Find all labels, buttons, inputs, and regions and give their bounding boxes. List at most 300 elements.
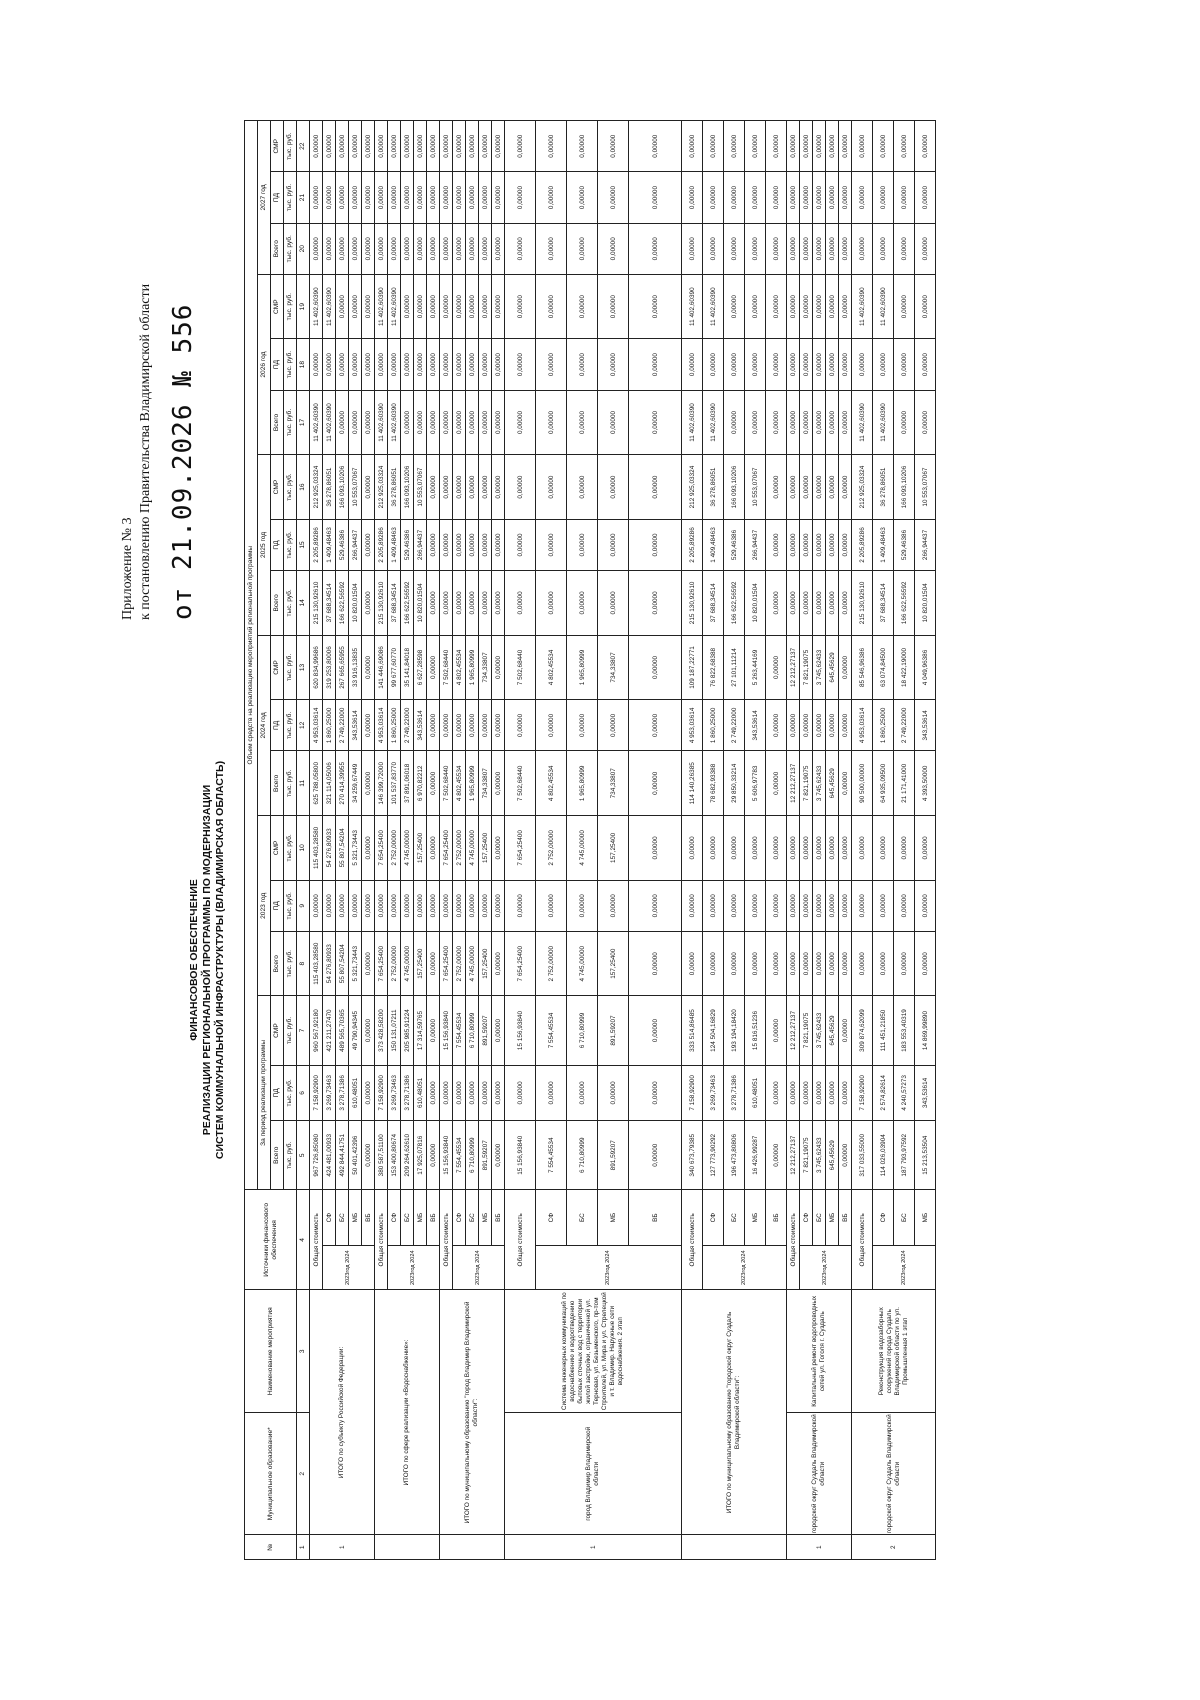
amount-cell: 734,33807 bbox=[479, 635, 492, 700]
amount-cell: 11 402,60390 bbox=[852, 274, 873, 339]
amount-cell: 166 622,56592 bbox=[724, 571, 745, 636]
amount-cell: 212 925,03324 bbox=[682, 455, 703, 520]
amount-cell: 270 414,39955 bbox=[336, 751, 349, 816]
amount-cell: 215 130,92610 bbox=[310, 571, 323, 636]
amount-cell: 734,33807 bbox=[598, 751, 629, 816]
amount-cell: 1 860,25000 bbox=[323, 700, 336, 751]
amount-cell: 0,00000 bbox=[629, 571, 682, 636]
amount-cell: 0,00000 bbox=[414, 172, 427, 223]
amount-cell: 0,00000 bbox=[915, 931, 936, 996]
amount-cell: 0,00000 bbox=[724, 121, 745, 172]
amount-cell: 0,00000 bbox=[800, 455, 813, 520]
amount-cell: 11 402,60390 bbox=[388, 390, 401, 455]
column-number: 15 bbox=[297, 519, 310, 570]
amount-cell: 0,00000 bbox=[362, 700, 375, 751]
amount-cell: 343,53614 bbox=[915, 700, 936, 751]
column-number: 11 bbox=[297, 751, 310, 816]
amount-cell: 109 187,22771 bbox=[682, 635, 703, 700]
amount-cell: 11 402,60390 bbox=[873, 390, 894, 455]
source-label: ВБ bbox=[427, 1190, 440, 1246]
amount-cell: 0,00000 bbox=[745, 931, 766, 996]
amount-cell: 0,00000 bbox=[703, 339, 724, 390]
amount-cell: 1 860,25000 bbox=[703, 700, 724, 751]
amount-cell: 0,00000 bbox=[826, 172, 839, 223]
amount-cell: 3 278,71386 bbox=[724, 1065, 745, 1121]
amount-cell: 11 402,60390 bbox=[310, 274, 323, 339]
amount-cell: 3 269,73463 bbox=[703, 1065, 724, 1121]
amount-cell: 266,94437 bbox=[349, 519, 362, 570]
amount-cell: 891,59207 bbox=[598, 996, 629, 1065]
amount-cell: 1 965,80999 bbox=[466, 751, 479, 816]
vertical-label: 2023год 2024 bbox=[703, 1245, 787, 1290]
amount-cell: 0,00000 bbox=[813, 880, 826, 931]
header-source: Источники финансового обеспечения bbox=[245, 1190, 297, 1290]
amount-cell: 2 752,00000 bbox=[536, 931, 567, 996]
title-line-2: РЕАЛИЗАЦИИ РЕГИОНАЛЬНОЙ ПРОГРАММЫ ПО МОДЕРНИЗАЦИИ bbox=[201, 784, 213, 1136]
amount-cell: 421 211,27470 bbox=[323, 996, 336, 1065]
amount-cell: 11 402,60390 bbox=[323, 390, 336, 455]
amount-cell: 183 553,40319 bbox=[894, 996, 915, 1065]
amount-cell: 4 953,03614 bbox=[375, 700, 388, 751]
amount-cell: 0,00000 bbox=[766, 339, 787, 390]
amount-cell: 124 504,16829 bbox=[703, 996, 724, 1065]
amount-cell: 0,00000 bbox=[466, 455, 479, 520]
amount-cell: 0,00000 bbox=[427, 1121, 440, 1190]
amount-cell: 7 554,45534 bbox=[453, 1121, 466, 1190]
amount-cell: 1 409,48463 bbox=[873, 519, 894, 570]
amount-cell: 0,00000 bbox=[629, 816, 682, 881]
amount-cell: 0,00000 bbox=[813, 223, 826, 274]
amount-cell: 0,00000 bbox=[427, 700, 440, 751]
amount-cell: 0,00000 bbox=[766, 880, 787, 931]
amount-cell: 10 820,01504 bbox=[915, 571, 936, 636]
source-label: БС bbox=[336, 1190, 349, 1246]
amount-cell: 0,00000 bbox=[813, 571, 826, 636]
source-label: СФ bbox=[800, 1190, 813, 1246]
amount-cell: 2 205,89286 bbox=[682, 519, 703, 570]
amount-cell: 0,00000 bbox=[536, 223, 567, 274]
amount-cell: 0,00000 bbox=[826, 816, 839, 881]
amount-cell: 4 745,00000 bbox=[466, 816, 479, 881]
amount-cell: 0,00000 bbox=[745, 339, 766, 390]
amount-cell: 0,00000 bbox=[492, 700, 505, 751]
amount-cell: 0,00000 bbox=[598, 1065, 629, 1121]
amount-cell: 0,00000 bbox=[427, 172, 440, 223]
amount-cell: 37 688,34514 bbox=[873, 571, 894, 636]
amount-cell: 0,00000 bbox=[766, 519, 787, 570]
amount-cell: 0,00000 bbox=[682, 931, 703, 996]
amount-cell: 7 821,19075 bbox=[800, 996, 813, 1065]
amount-cell: 0,00000 bbox=[492, 390, 505, 455]
header-unit: тыс. руб. bbox=[284, 816, 297, 881]
amount-cell: 0,00000 bbox=[401, 274, 414, 339]
source-label: БС bbox=[401, 1190, 414, 1246]
amount-cell: 0,00000 bbox=[745, 121, 766, 172]
amount-cell: 0,00000 bbox=[787, 223, 800, 274]
amount-cell: 0,00000 bbox=[349, 223, 362, 274]
amount-cell: 0,00000 bbox=[800, 339, 813, 390]
amount-cell: 0,00000 bbox=[479, 339, 492, 390]
header-smr: СМР bbox=[271, 455, 284, 520]
amount-cell: 0,00000 bbox=[839, 274, 852, 339]
amount-cell: 625 788,05800 bbox=[310, 751, 323, 816]
amount-cell: 0,00000 bbox=[362, 390, 375, 455]
amount-cell: 0,00000 bbox=[505, 339, 536, 390]
amount-cell: 424 481,00933 bbox=[323, 1121, 336, 1190]
amount-cell: 15 156,93840 bbox=[505, 996, 536, 1065]
amount-cell: 0,00000 bbox=[724, 880, 745, 931]
amount-cell: 7 654,25400 bbox=[375, 931, 388, 996]
amount-cell: 0,00000 bbox=[873, 816, 894, 881]
amount-cell: 0,00000 bbox=[466, 571, 479, 636]
amount-cell: 0,00000 bbox=[492, 1121, 505, 1190]
amount-cell: 0,00000 bbox=[479, 390, 492, 455]
amount-cell: 0,00000 bbox=[787, 700, 800, 751]
amount-cell: 0,00000 bbox=[536, 880, 567, 931]
amount-cell: 0,00000 bbox=[724, 390, 745, 455]
source-label: БС bbox=[813, 1190, 826, 1246]
amount-cell: 0,00000 bbox=[492, 996, 505, 1065]
column-number: 4 bbox=[297, 1190, 310, 1290]
amount-cell: 340 673,79385 bbox=[682, 1121, 703, 1190]
amount-cell: 10 553,07067 bbox=[745, 455, 766, 520]
amount-cell: 0,00000 bbox=[915, 816, 936, 881]
amount-cell: 5 321,73443 bbox=[349, 931, 362, 996]
amount-cell: 0,00000 bbox=[505, 571, 536, 636]
amount-cell: 0,00000 bbox=[453, 339, 466, 390]
group-title: ИТОГО по муниципальному образованию "городской округ Суздаль Владимирской области": bbox=[682, 1290, 787, 1535]
amount-cell: 0,00000 bbox=[703, 816, 724, 881]
amount-cell: 0,00000 bbox=[505, 121, 536, 172]
amount-cell: 0,00000 bbox=[826, 121, 839, 172]
amount-cell: 529,46386 bbox=[894, 519, 915, 570]
amount-cell: 0,00000 bbox=[440, 1065, 453, 1121]
title-line-1: ФИНАНСОВОЕ ОБЕСПЕЧЕНИЕ bbox=[188, 879, 200, 1041]
header-unit: тыс. руб. bbox=[284, 339, 297, 390]
amount-cell: 0,00000 bbox=[813, 1065, 826, 1121]
amount-cell: 36 278,86051 bbox=[323, 455, 336, 520]
amount-cell: 0,00000 bbox=[915, 121, 936, 172]
header-smr: СМР bbox=[271, 816, 284, 881]
amount-cell: 0,00000 bbox=[826, 519, 839, 570]
amount-cell: 0,00000 bbox=[440, 390, 453, 455]
amount-cell: 0,00000 bbox=[536, 274, 567, 339]
amount-cell: 0,00000 bbox=[787, 931, 800, 996]
amount-cell: 0,00000 bbox=[440, 455, 453, 520]
amount-cell: 0,00000 bbox=[362, 121, 375, 172]
amount-cell: 0,00000 bbox=[388, 121, 401, 172]
amount-cell: 0,00000 bbox=[414, 339, 427, 390]
amount-cell: 267 665,65955 bbox=[336, 635, 349, 700]
amount-cell: 0,00000 bbox=[852, 816, 873, 881]
amount-cell: 0,00000 bbox=[427, 816, 440, 881]
column-number: 16 bbox=[297, 455, 310, 520]
amount-cell: 0,00000 bbox=[567, 519, 598, 570]
amount-cell: 7 554,45534 bbox=[536, 1121, 567, 1190]
amount-cell: 0,00000 bbox=[598, 223, 629, 274]
amount-cell: 0,00000 bbox=[453, 1065, 466, 1121]
amount-cell: 3 278,71386 bbox=[401, 1065, 414, 1121]
header-unit: тыс. руб. bbox=[284, 880, 297, 931]
amount-cell: 0,00000 bbox=[479, 1065, 492, 1121]
amount-cell: 63 074,84500 bbox=[873, 635, 894, 700]
source-label: СФ bbox=[703, 1190, 724, 1246]
amount-cell: 1 860,25000 bbox=[873, 700, 894, 751]
amount-cell: 0,00000 bbox=[466, 223, 479, 274]
header-unit: тыс. руб. bbox=[284, 1065, 297, 1121]
amount-cell: 0,00000 bbox=[766, 751, 787, 816]
amount-cell: 0,00000 bbox=[766, 121, 787, 172]
amount-cell: 0,00000 bbox=[336, 172, 349, 223]
amount-cell: 0,00000 bbox=[466, 880, 479, 931]
amount-cell: 166 622,56592 bbox=[401, 571, 414, 636]
header-total: Всего bbox=[271, 1121, 284, 1190]
amount-cell: 0,00000 bbox=[826, 931, 839, 996]
amount-cell: 0,00000 bbox=[401, 172, 414, 223]
amount-cell: 0,00000 bbox=[414, 390, 427, 455]
amount-cell: 78 682,93388 bbox=[703, 751, 724, 816]
amount-cell: 1 965,80999 bbox=[567, 635, 598, 700]
source-label: Общая стоимость bbox=[787, 1190, 800, 1290]
amount-cell: 55 807,54204 bbox=[336, 816, 349, 881]
amount-cell: 645,45629 bbox=[826, 635, 839, 700]
amount-cell: 529,46386 bbox=[401, 519, 414, 570]
amount-cell: 0,00000 bbox=[839, 931, 852, 996]
vertical-label: 2023год 2024 bbox=[873, 1245, 936, 1290]
amount-cell: 115 403,28580 bbox=[310, 931, 323, 996]
row-number: 1 bbox=[787, 1535, 852, 1560]
amount-cell: 0,00000 bbox=[427, 390, 440, 455]
amount-cell: 34 259,67449 bbox=[349, 751, 362, 816]
table-row bbox=[310, 121, 323, 1560]
table-row bbox=[682, 121, 703, 1560]
amount-cell: 111 451,21850 bbox=[873, 996, 894, 1065]
amount-cell: 373 428,58200 bbox=[375, 996, 388, 1065]
amount-cell: 0,00000 bbox=[813, 339, 826, 390]
header-pd: ПД bbox=[271, 1065, 284, 1121]
amount-cell: 0,00000 bbox=[479, 519, 492, 570]
source-label: МБ bbox=[598, 1190, 629, 1246]
amount-cell: 0,00000 bbox=[336, 880, 349, 931]
amount-cell: 10 553,07067 bbox=[414, 455, 427, 520]
amount-cell: 0,00000 bbox=[703, 880, 724, 931]
amount-cell: 610,48051 bbox=[349, 1065, 362, 1121]
amount-cell: 4 953,03614 bbox=[682, 700, 703, 751]
municipality-name: город Владимир Владимирской области bbox=[505, 1413, 682, 1536]
amount-cell: 193 194,18420 bbox=[724, 996, 745, 1065]
header-unit: тыс. руб. bbox=[284, 223, 297, 274]
amount-cell: 0,00000 bbox=[336, 339, 349, 390]
amount-cell: 2 749,22000 bbox=[724, 700, 745, 751]
amount-cell: 0,00000 bbox=[629, 339, 682, 390]
amount-cell: 0,00000 bbox=[813, 274, 826, 339]
amount-cell: 0,00000 bbox=[813, 931, 826, 996]
amount-cell: 166 622,56592 bbox=[894, 571, 915, 636]
document-title bbox=[188, 680, 227, 1240]
amount-cell: 343,53614 bbox=[745, 700, 766, 751]
amount-cell: 36 278,86051 bbox=[873, 455, 894, 520]
column-number: 9 bbox=[297, 880, 310, 931]
amount-cell: 0,00000 bbox=[466, 390, 479, 455]
amount-cell: 205 985,91224 bbox=[401, 996, 414, 1065]
amount-cell: 0,00000 bbox=[682, 339, 703, 390]
stamp-line-2: к постановлению Правительства Владимирской области bbox=[138, 283, 153, 620]
amount-cell: 0,00000 bbox=[427, 223, 440, 274]
group-title: ИТОГО по субъекту Российской Федерации: bbox=[310, 1290, 375, 1535]
amount-cell: 0,00000 bbox=[852, 172, 873, 223]
amount-cell: 0,00000 bbox=[440, 880, 453, 931]
column-number: 3 bbox=[297, 1290, 310, 1413]
amount-cell: 0,00000 bbox=[766, 635, 787, 700]
amount-cell: 0,00000 bbox=[505, 390, 536, 455]
amount-cell: 0,00000 bbox=[567, 455, 598, 520]
table-row bbox=[440, 121, 453, 1560]
amount-cell: 3 745,62433 bbox=[813, 996, 826, 1065]
amount-cell: 2 205,89286 bbox=[310, 519, 323, 570]
amount-cell: 0,00000 bbox=[826, 339, 839, 390]
amount-cell: 187 793,97592 bbox=[894, 1121, 915, 1190]
amount-cell: 1 965,80999 bbox=[567, 751, 598, 816]
header-municipality: Муниципальное образование* bbox=[245, 1413, 297, 1536]
amount-cell: 3 269,73463 bbox=[323, 1065, 336, 1121]
amount-cell: 0,00000 bbox=[787, 816, 800, 881]
amount-cell: 0,00000 bbox=[852, 121, 873, 172]
amount-cell: 196 473,80806 bbox=[724, 1121, 745, 1190]
amount-cell: 0,00000 bbox=[629, 274, 682, 339]
amount-cell: 209 264,62610 bbox=[401, 1121, 414, 1190]
amount-cell: 620 834,99686 bbox=[310, 635, 323, 700]
amount-cell: 4 745,00000 bbox=[466, 931, 479, 996]
amount-cell: 0,00000 bbox=[310, 223, 323, 274]
amount-cell: 1 409,48463 bbox=[323, 519, 336, 570]
amount-cell: 0,00000 bbox=[915, 390, 936, 455]
amount-cell: 37 688,34514 bbox=[388, 571, 401, 636]
amount-cell: 0,00000 bbox=[724, 816, 745, 881]
amount-cell: 0,00000 bbox=[703, 223, 724, 274]
amount-cell: 0,00000 bbox=[310, 172, 323, 223]
amount-cell: 0,00000 bbox=[492, 121, 505, 172]
amount-cell: 16 426,99287 bbox=[745, 1121, 766, 1190]
amount-cell: 0,00000 bbox=[839, 571, 852, 636]
amount-cell: 0,00000 bbox=[766, 172, 787, 223]
amount-cell: 0,00000 bbox=[598, 390, 629, 455]
amount-cell: 0,00000 bbox=[479, 172, 492, 223]
amount-cell: 0,00000 bbox=[787, 455, 800, 520]
amount-cell: 2 205,89286 bbox=[375, 519, 388, 570]
column-number: 22 bbox=[297, 121, 310, 172]
group-title: ИТОГО по сфере реализации «Водоснабжение»: bbox=[375, 1290, 440, 1535]
amount-cell: 0,00000 bbox=[839, 223, 852, 274]
amount-cell: 0,00000 bbox=[492, 339, 505, 390]
amount-cell: 0,00000 bbox=[310, 339, 323, 390]
amount-cell: 215 130,92610 bbox=[682, 571, 703, 636]
table-row bbox=[852, 121, 873, 1560]
amount-cell: 0,00000 bbox=[598, 455, 629, 520]
amount-cell: 0,00000 bbox=[362, 816, 375, 881]
amount-cell: 0,00000 bbox=[375, 339, 388, 390]
amount-cell: 0,00000 bbox=[505, 274, 536, 339]
amount-cell: 0,00000 bbox=[839, 1065, 852, 1121]
amount-cell: 0,00000 bbox=[466, 172, 479, 223]
amount-cell: 5 321,73443 bbox=[349, 816, 362, 881]
table-body bbox=[310, 121, 936, 1560]
finance-table bbox=[244, 120, 936, 1560]
amount-cell: 0,00000 bbox=[349, 339, 362, 390]
amount-cell: 0,00000 bbox=[349, 121, 362, 172]
amount-cell: 15 156,93840 bbox=[440, 996, 453, 1065]
amount-cell: 0,00000 bbox=[873, 223, 894, 274]
amount-cell: 0,00000 bbox=[567, 1065, 598, 1121]
header-2023: 2023 год bbox=[258, 816, 271, 996]
amount-cell: 0,00000 bbox=[826, 390, 839, 455]
amount-cell: 11 402,60390 bbox=[323, 274, 336, 339]
amount-cell: 7 158,92900 bbox=[852, 1065, 873, 1121]
amount-cell: 891,59207 bbox=[479, 1121, 492, 1190]
vertical-label: 2023год 2024 bbox=[536, 1245, 682, 1290]
amount-cell: 0,00000 bbox=[629, 121, 682, 172]
amount-cell: 0,00000 bbox=[453, 455, 466, 520]
amount-cell: 0,00000 bbox=[894, 390, 915, 455]
rotated-sheet bbox=[120, 120, 1188, 1560]
amount-cell: 157,25400 bbox=[414, 931, 427, 996]
amount-cell: 0,00000 bbox=[401, 121, 414, 172]
amount-cell: 645,45629 bbox=[826, 996, 839, 1065]
amount-cell: 3 745,62433 bbox=[813, 1121, 826, 1190]
amount-cell: 0,00000 bbox=[536, 519, 567, 570]
amount-cell: 7 502,68440 bbox=[505, 635, 536, 700]
amount-cell: 0,00000 bbox=[567, 121, 598, 172]
amount-cell: 0,00000 bbox=[629, 635, 682, 700]
amount-cell: 4 802,45534 bbox=[536, 635, 567, 700]
source-label: БС bbox=[567, 1190, 598, 1246]
amount-cell: 7 654,25400 bbox=[505, 931, 536, 996]
amount-cell: 166 093,10206 bbox=[336, 455, 349, 520]
amount-cell: 0,00000 bbox=[505, 172, 536, 223]
header-unit: тыс. руб. bbox=[284, 635, 297, 700]
header-unit: тыс. руб. bbox=[284, 274, 297, 339]
amount-cell: 0,00000 bbox=[629, 1065, 682, 1121]
amount-cell: 489 565,70365 bbox=[336, 996, 349, 1065]
amount-cell: 0,00000 bbox=[873, 931, 894, 996]
amount-cell: 0,00000 bbox=[787, 519, 800, 570]
amount-cell: 0,00000 bbox=[894, 931, 915, 996]
amount-cell: 0,00000 bbox=[598, 339, 629, 390]
amount-cell: 12 212,27137 bbox=[787, 751, 800, 816]
header-pd: ПД bbox=[271, 700, 284, 751]
amount-cell: 0,00000 bbox=[724, 172, 745, 223]
amount-cell: 99 677,60770 bbox=[388, 635, 401, 700]
source-label: Общая стоимость bbox=[310, 1190, 323, 1290]
amount-cell: 0,00000 bbox=[766, 931, 787, 996]
amount-cell: 4 049,96386 bbox=[915, 635, 936, 700]
amount-cell: 7 502,68440 bbox=[440, 635, 453, 700]
amount-cell: 0,00000 bbox=[894, 172, 915, 223]
amount-cell: 0,00000 bbox=[826, 274, 839, 339]
amount-cell: 7 654,25400 bbox=[440, 931, 453, 996]
amount-cell: 0,00000 bbox=[375, 172, 388, 223]
amount-cell: 0,00000 bbox=[839, 455, 852, 520]
amount-cell: 215 130,92610 bbox=[375, 571, 388, 636]
amount-cell: 0,00000 bbox=[787, 1065, 800, 1121]
amount-cell: 0,00000 bbox=[800, 931, 813, 996]
amount-cell: 0,00000 bbox=[362, 1065, 375, 1121]
amount-cell: 0,00000 bbox=[629, 996, 682, 1065]
source-label: БС bbox=[724, 1190, 745, 1246]
amount-cell: 6 710,80999 bbox=[466, 1121, 479, 1190]
column-number: 18 bbox=[297, 339, 310, 390]
amount-cell: 0,00000 bbox=[453, 172, 466, 223]
column-number: 10 bbox=[297, 816, 310, 881]
